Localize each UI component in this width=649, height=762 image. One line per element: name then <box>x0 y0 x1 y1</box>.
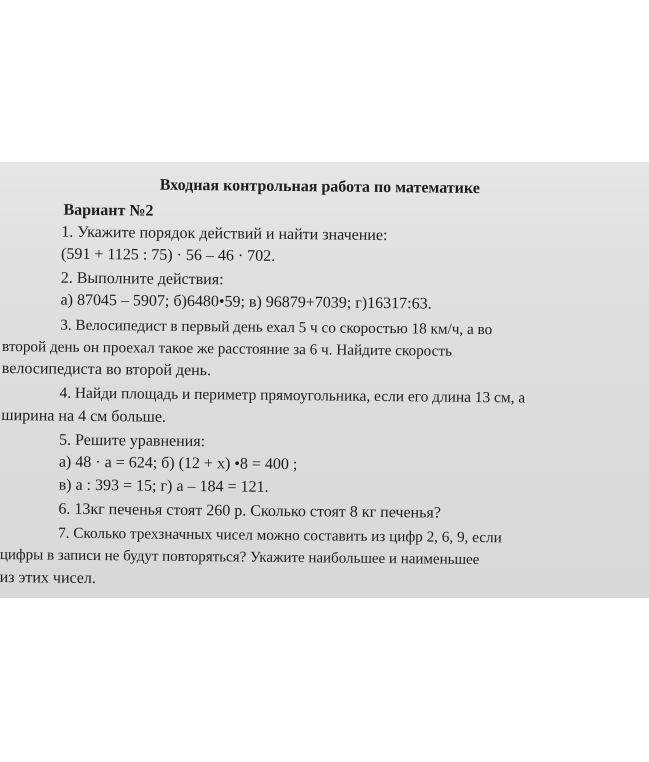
worksheet-photo <box>0 162 649 598</box>
task-7-line-2: цифры в записи не будут повторяться? Укажите наибольшее и наименьшее <box>0 547 480 569</box>
worksheet-title: Входная контрольная работа по математике <box>159 176 480 198</box>
variant-label: Вариант №2 <box>63 201 154 220</box>
task-4-line-2: ширина на 4 см больше. <box>1 407 167 426</box>
task-1-expression: (591 + 1125 : 75) · 56 – 46 · 702. <box>60 245 276 265</box>
task-1-text: 1. Укажите порядок действий и найти значение: <box>61 223 388 245</box>
task-2-items: а) 87045 – 5907; б)6480•59; в) 96879+7039; г)16317:63. <box>60 291 432 313</box>
task-5-equations-a-b: а) 48 · a = 624; б) (12 + x) •8 = 400 ; <box>58 453 298 474</box>
task-7-line-3: из этих чисел. <box>0 569 97 588</box>
task-5-equations-c-d: в) a : 393 = 15; г) a – 184 = 121. <box>58 476 269 496</box>
task-3-line-3: велосипедиста во второй день. <box>1 360 212 380</box>
worksheet-sheet <box>0 162 649 588</box>
task-3-line-1: 3. Велосипедист в первый день ехал 5 ч со скоростью 18 км/ч, а во <box>60 316 493 339</box>
task-2-text: 2. Выполните действия: <box>60 269 224 289</box>
task-4-line-1: 4. Найди площадь и периметр прямоугольника, если его длина 13 см, а <box>59 384 526 407</box>
task-5-text: 5. Решите уравнения: <box>59 431 206 451</box>
task-7-line-1: 7. Сколько трехзначных чисел можно составить из цифр 2, 6, 9, если <box>58 524 502 547</box>
task-6-text: 6. 13кг печенья стоят 260 р. Сколько стоят 8 кг печенья? <box>58 500 441 522</box>
task-3-line-2: второй день он проехал такое же расстояние за 6 ч. Найдите скорость <box>1 338 453 360</box>
